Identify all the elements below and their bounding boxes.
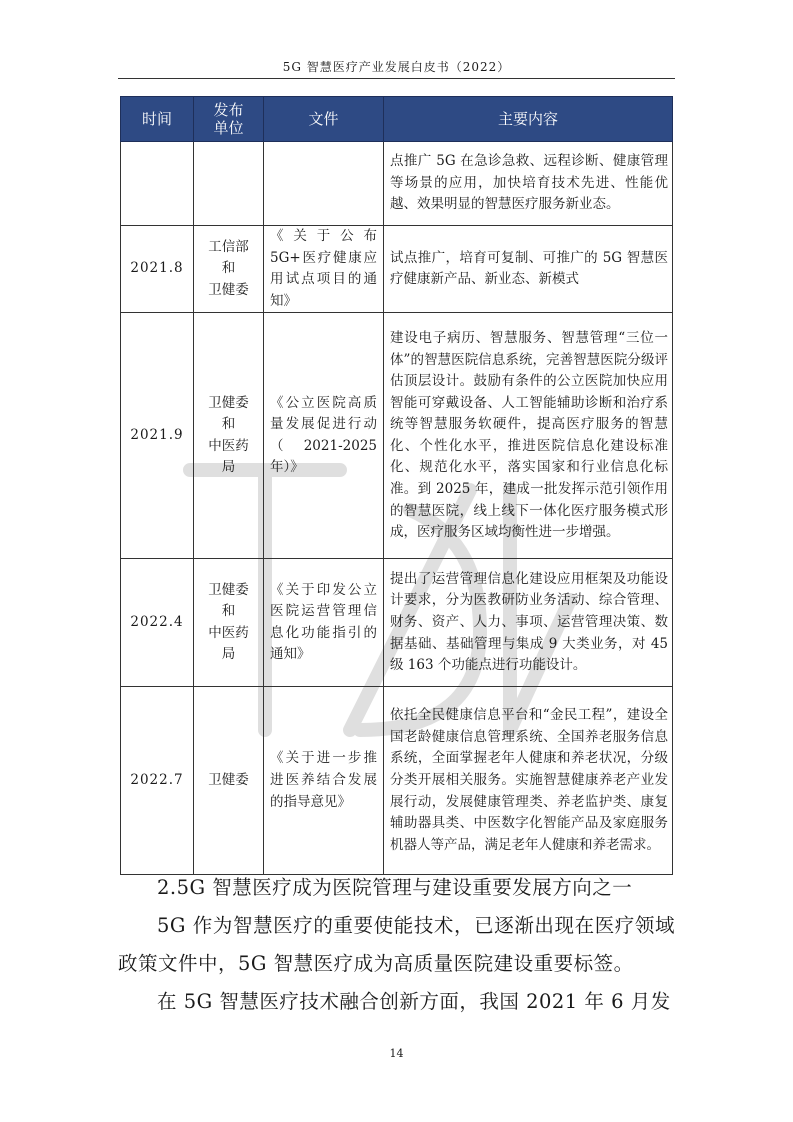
table-row — [121, 313, 673, 559]
cell-unit — [194, 142, 264, 226]
col-header-file: 文件 — [264, 97, 384, 142]
col-header-unit — [194, 97, 264, 142]
cell-file: 《关于印发公立医院运营管理信息化功能指引的通知》 — [264, 559, 384, 687]
cell-time: 2022.4 — [121, 559, 194, 687]
policy-table — [120, 96, 673, 875]
cell-file: 《关于进一步推进医养结合发展的指导意见》 — [264, 687, 384, 875]
running-header: 5G 智慧医疗产业发展白皮书（2022） — [282, 60, 511, 74]
cell-time — [121, 142, 194, 226]
body-paragraph: 5G 作为智慧医疗的重要使能技术，已逐渐出现在医疗领域政策文件中，5G 智慧医疗成为高质量医院建设重要标签。 — [118, 914, 675, 975]
cell-file: 《关于公布 5G+医疗健康应用试点项目的通知》 — [264, 226, 384, 313]
table-row — [121, 559, 673, 687]
cell-content: 提出了运营管理信息化建设应用框架及功能设计要求，分为医教研防业务活动、综合管理、财务、资产、人力、事项、运营管理决策、数据基础、基础管理与集成 9 大类业务，对 45 级 163 个功能点进行功能设计。 — [384, 559, 673, 687]
col-header-time: 时间 — [121, 97, 194, 142]
cell-time: 2021.8 — [121, 226, 194, 313]
col-header-content: 主要内容 — [384, 97, 673, 142]
cell-file — [264, 142, 384, 226]
cell-unit: 工信部 和 卫健委 — [194, 226, 264, 313]
cell-content: 点推广 5G 在急诊急救、远程诊断、健康管理等场景的应用，加快培育技术先进、性能优越、效果明显的智慧医疗服务新业态。 — [384, 142, 673, 226]
table-row — [121, 142, 673, 226]
section-heading: 2.5G 智慧医疗成为医院管理与建设重要发展方向之一 — [157, 876, 633, 899]
cell-content: 试点推广，培育可复制、可推广的 5G 智慧医疗健康新产品、新业态、新模式 — [384, 226, 673, 313]
table-row — [121, 687, 673, 875]
cell-content: 依托全民健康信息平台和“金民工程”，建设全国老龄健康信息管理系统、全国养老服务信息系统，全面掌握老年人健康和养老状况，分级分类开展相关服务。实施智慧健康养老产业发展行动，发展健康管理类、养老监护类、康复辅助器具类、中医数字化智能产品及家庭服务机器人等产品，满足老年人健康和养老需求。 — [384, 687, 673, 875]
body-paragraph: 在 5G 智慧医疗技术融合创新方面，我国 2021 年 6 月发 — [157, 990, 671, 1013]
cell-unit: 卫健委 和 中医药 局 — [194, 313, 264, 559]
cell-unit: 卫健委 和 中医药 局 — [194, 559, 264, 687]
cell-time: 2021.9 — [121, 313, 194, 559]
header-divider — [118, 78, 675, 79]
cell-unit: 卫健委 — [194, 687, 264, 875]
col-header-unit-label: 发布 单位 — [213, 101, 244, 137]
page-number: 14 — [389, 1047, 404, 1060]
table-row — [121, 226, 673, 313]
cell-time: 2022.7 — [121, 687, 194, 875]
cell-content: 建设电子病历、智慧服务、智慧管理“三位一体”的智慧医院信息系统，完善智慧医院分级评估顶层设计。鼓励有条件的公立医院加快应用智能可穿戴设备、人工智能辅助诊断和治疗系统等智慧服务软硬件，提高医疗服务的智慧化、个性化水平，推进医院信息化建设标准化、规范化水平，落实国家和行业信息化标准。到 2025 年，建成一批发挥示范引领作用的智慧医院，线上线下一体化医疗服务模式形成，医疗服务区域均衡性进一步增强。 — [384, 313, 673, 559]
cell-file: 《公立医院高质量发展促进行动（2021-2025 年）》 — [264, 313, 384, 559]
table-header-row — [121, 97, 673, 142]
